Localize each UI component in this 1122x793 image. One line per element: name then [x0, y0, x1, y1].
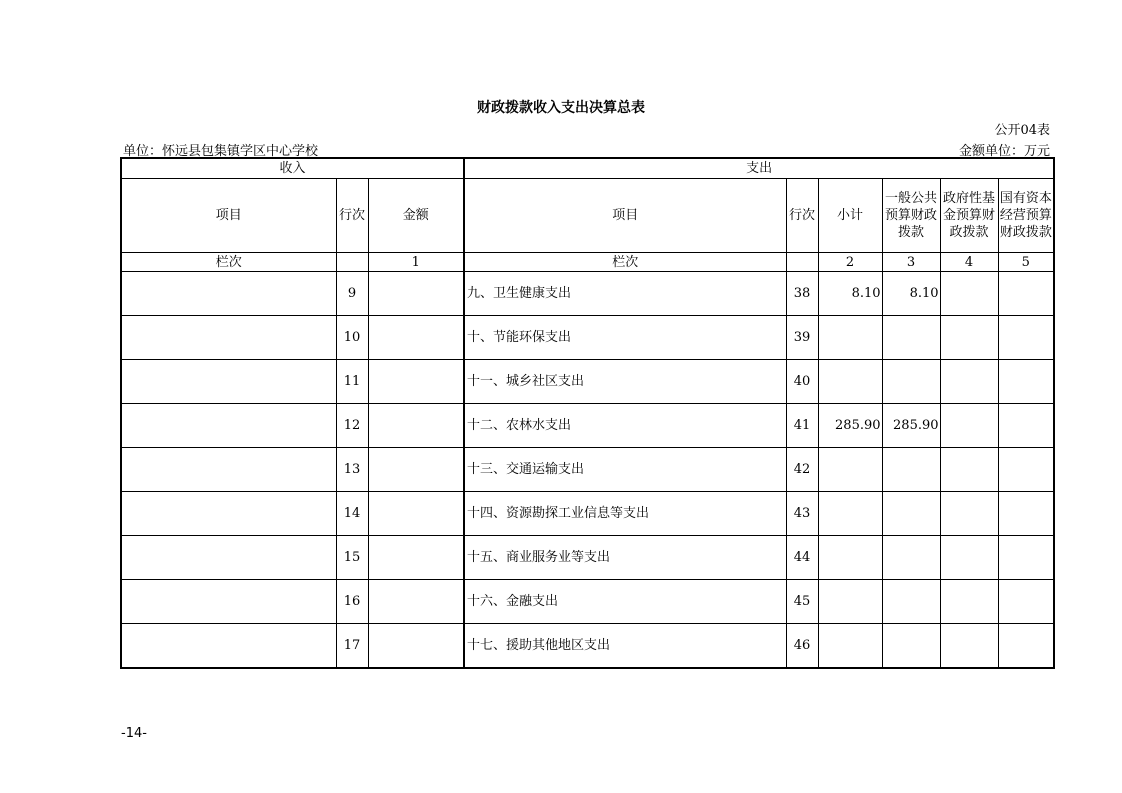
general-budget-cell	[882, 536, 940, 580]
state-capital-cell	[998, 272, 1054, 316]
fund-budget-cell	[940, 492, 998, 536]
income-item-cell	[121, 316, 336, 360]
state-capital-cell	[998, 536, 1054, 580]
form-code: 公开04表	[994, 123, 1050, 138]
income-lan-label: 栏次	[121, 253, 336, 272]
income-amount-cell	[368, 624, 464, 669]
subtotal-cell	[818, 492, 882, 536]
state-capital-cell	[998, 360, 1054, 404]
expense-item-header: 项目	[464, 179, 786, 253]
expense-lan-label: 栏次	[464, 253, 786, 272]
income-item-cell	[121, 580, 336, 624]
expense-item-cell: 十七、援助其他地区支出	[464, 624, 786, 669]
fund-budget-cell	[940, 624, 998, 669]
general-budget-cell: 8.10	[882, 272, 940, 316]
table-row	[121, 624, 1054, 669]
income-item-cell	[121, 448, 336, 492]
expense-item-cell: 九、卫生健康支出	[464, 272, 786, 316]
general-budget-cell	[882, 360, 940, 404]
column-header-row	[121, 179, 1054, 253]
expense-lan-col3: 3	[882, 253, 940, 272]
income-lan-col1: 1	[368, 253, 464, 272]
income-item-header: 项目	[121, 179, 336, 253]
subtotal-header: 小计	[818, 179, 882, 253]
fund-budget-cell	[940, 448, 998, 492]
expense-row-no-cell: 46	[786, 624, 818, 669]
income-amount-cell	[368, 404, 464, 448]
expense-row-no-cell: 42	[786, 448, 818, 492]
column-number-row	[121, 253, 1054, 272]
fund-budget-cell	[940, 360, 998, 404]
income-row-no-cell: 16	[336, 580, 368, 624]
expense-lan-col4: 4	[940, 253, 998, 272]
income-amount-header: 金额	[368, 179, 464, 253]
table-row	[121, 404, 1054, 448]
expense-lan-col2: 2	[818, 253, 882, 272]
section-header-row	[121, 158, 1054, 179]
expense-row-no-cell: 44	[786, 536, 818, 580]
expense-row-no-cell: 43	[786, 492, 818, 536]
table-row	[121, 272, 1054, 316]
income-amount-cell	[368, 580, 464, 624]
subtotal-cell	[818, 316, 882, 360]
subtotal-cell: 8.10	[818, 272, 882, 316]
general-budget-cell	[882, 448, 940, 492]
income-lan-empty	[336, 253, 368, 272]
table-row	[121, 316, 1054, 360]
expense-item-cell: 十二、农林水支出	[464, 404, 786, 448]
expense-item-cell: 十四、资源勘探工业信息等支出	[464, 492, 786, 536]
expense-section-header: 支出	[464, 158, 1054, 179]
income-amount-cell	[368, 272, 464, 316]
expense-item-cell: 十、节能环保支出	[464, 316, 786, 360]
expense-item-cell: 十五、商业服务业等支出	[464, 536, 786, 580]
income-amount-cell	[368, 448, 464, 492]
income-item-cell	[121, 360, 336, 404]
expense-row-no-cell: 41	[786, 404, 818, 448]
income-item-cell	[121, 624, 336, 669]
income-row-no-cell: 15	[336, 536, 368, 580]
table-row	[121, 360, 1054, 404]
table-row	[121, 536, 1054, 580]
income-row-no-cell: 11	[336, 360, 368, 404]
subtotal-cell: 285.90	[818, 404, 882, 448]
subtotal-cell	[818, 580, 882, 624]
subtotal-cell	[818, 448, 882, 492]
general-budget-cell	[882, 492, 940, 536]
general-budget-cell	[882, 580, 940, 624]
state-capital-cell	[998, 492, 1054, 536]
fund-budget-cell	[940, 404, 998, 448]
subtotal-cell	[818, 360, 882, 404]
general-budget-cell	[882, 624, 940, 669]
page-number: -14-	[121, 726, 147, 741]
budget-table	[120, 157, 1055, 669]
expense-row-no-cell: 38	[786, 272, 818, 316]
fund-budget-cell	[940, 580, 998, 624]
income-row-no-cell: 9	[336, 272, 368, 316]
state-capital-cell	[998, 448, 1054, 492]
table-row	[121, 580, 1054, 624]
income-row-no-cell: 13	[336, 448, 368, 492]
money-unit-label: 金额单位：万元	[958, 144, 1050, 159]
income-amount-cell	[368, 536, 464, 580]
expense-item-cell: 十六、金融支出	[464, 580, 786, 624]
income-item-cell	[121, 492, 336, 536]
state-capital-header: 国有资本经营预算财政拨款	[998, 179, 1054, 253]
income-item-cell	[121, 404, 336, 448]
income-section-header: 收入	[121, 158, 464, 179]
income-row-no-cell: 12	[336, 404, 368, 448]
expense-lan-empty	[786, 253, 818, 272]
unit-label: 单位：怀远县包集镇学区中心学校	[123, 144, 319, 159]
subtotal-cell	[818, 536, 882, 580]
state-capital-cell	[998, 624, 1054, 669]
expense-item-cell: 十一、城乡社区支出	[464, 360, 786, 404]
income-amount-cell	[368, 316, 464, 360]
state-capital-cell	[998, 404, 1054, 448]
income-amount-cell	[368, 360, 464, 404]
income-row-no-cell: 10	[336, 316, 368, 360]
page-title: 财政拨款收入支出决算总表	[477, 100, 645, 116]
state-capital-cell	[998, 580, 1054, 624]
income-item-cell	[121, 536, 336, 580]
general-budget-cell	[882, 316, 940, 360]
income-row-no-cell: 17	[336, 624, 368, 669]
state-capital-cell	[998, 316, 1054, 360]
expense-item-cell: 十三、交通运输支出	[464, 448, 786, 492]
table-row	[121, 492, 1054, 536]
expense-lan-col5: 5	[998, 253, 1054, 272]
income-item-cell	[121, 272, 336, 316]
income-row-no-cell: 14	[336, 492, 368, 536]
expense-row-no-cell: 45	[786, 580, 818, 624]
fund-budget-header: 政府性基金预算财政拨款	[940, 179, 998, 253]
fund-budget-cell	[940, 272, 998, 316]
fund-budget-cell	[940, 536, 998, 580]
general-budget-header: 一般公共预算财政拨款	[882, 179, 940, 253]
income-row-no-header: 行次	[336, 179, 368, 253]
table-row	[121, 448, 1054, 492]
income-amount-cell	[368, 492, 464, 536]
fund-budget-cell	[940, 316, 998, 360]
expense-row-no-cell: 40	[786, 360, 818, 404]
expense-row-no-cell: 39	[786, 316, 818, 360]
expense-row-no-header: 行次	[786, 179, 818, 253]
subtotal-cell	[818, 624, 882, 669]
general-budget-cell: 285.90	[882, 404, 940, 448]
